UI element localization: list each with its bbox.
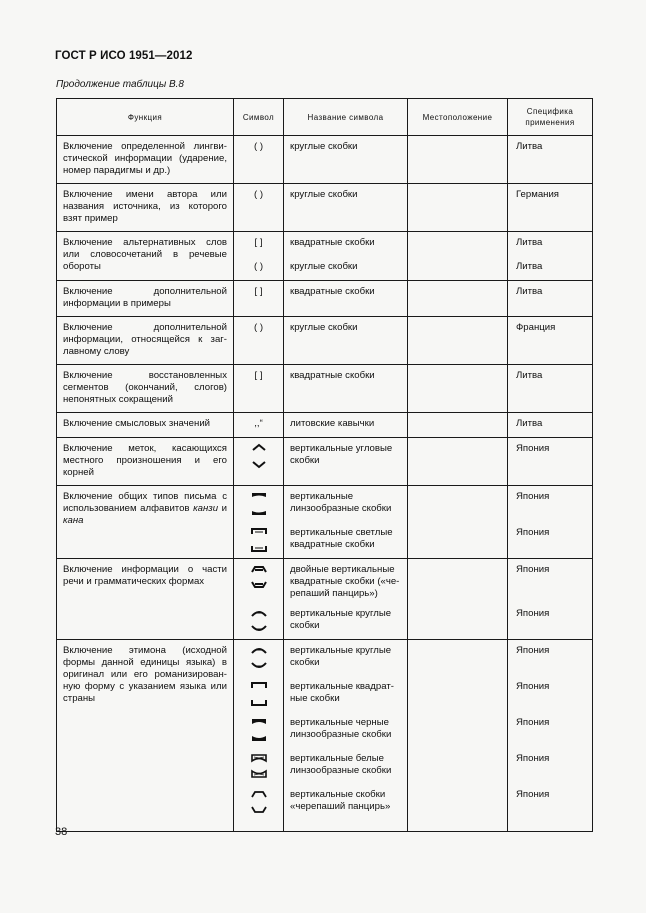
specifics-cell: Франция <box>516 322 556 333</box>
specifics-cell: Литва <box>516 237 543 248</box>
location-cell <box>408 365 508 413</box>
symbol-name-cell: двойные вертикальные квадратные скобки («че-репаший панцирь») <box>290 564 400 599</box>
table-header-row <box>57 99 593 136</box>
symbol-name-cell: вертикальные круглые скобки <box>290 645 392 668</box>
table-row <box>57 559 593 640</box>
function-cell: Включение этимона (исходной формы данной единицы языка) в оригинал или его романизирован-ную форму с указанием языка или страны <box>63 645 227 704</box>
specifics-cell: Япония <box>516 753 550 764</box>
specifics-cell: Литва <box>516 141 543 152</box>
specifics-cell: Япония <box>516 608 550 619</box>
specifics-cell: Япония <box>516 443 550 454</box>
location-cell <box>408 413 508 438</box>
table-row <box>57 281 593 317</box>
table-caption: Продолжение таблицы В.8 <box>56 79 184 90</box>
location-cell <box>408 559 508 640</box>
function-italic-term: кана <box>63 515 84 526</box>
table-row <box>57 136 593 184</box>
function-cell: Включение меток, касающихся местного произношения и его корней <box>63 443 227 478</box>
specifics-cell: Япония <box>516 681 550 692</box>
vertical-black-lenticular-icon <box>250 717 268 743</box>
symbol-cell: [ ] <box>254 286 263 297</box>
specifics-cell: Япония <box>516 717 550 728</box>
function-cell: Включение дополнительной информации в примеры <box>63 286 227 309</box>
symbol-name-cell: квадратные скобки <box>290 370 375 381</box>
specifics-cell: Литва <box>516 418 543 429</box>
specifics-cell: Литва <box>516 261 543 272</box>
specifics-cell: Литва <box>516 286 543 297</box>
symbol-name-cell: вертикальные белые линзообразные скобки <box>290 753 392 776</box>
function-cell: Включение имени автора или названия источника, из которого взят пример <box>63 189 227 224</box>
symbols-table <box>56 98 593 832</box>
function-cell: Включение определенной лингви-стической информации (ударение, номер парадигмы и др.) <box>63 141 227 176</box>
function-text-conjunction: и <box>218 503 227 514</box>
location-cell <box>408 317 508 365</box>
vertical-tortoise-icon <box>250 789 268 815</box>
vertical-round-icon <box>250 608 268 634</box>
table-row <box>57 365 593 413</box>
location-cell <box>408 232 508 281</box>
vertical-angle-brackets-icon <box>250 443 268 469</box>
specifics-cell: Япония <box>516 527 550 538</box>
page-number: 38 <box>55 826 68 838</box>
vertical-black-lenticular-icon <box>250 491 268 517</box>
function-cell: Включение дополнительной информации, относящейся к заг-лавному слову <box>63 322 227 357</box>
symbol-name-cell: вертикальные линзообразные скобки <box>290 491 392 514</box>
vertical-white-lenticular-icon <box>250 753 268 779</box>
column-header-symbol-name: Название символа <box>284 99 408 136</box>
location-cell <box>408 184 508 232</box>
specifics-cell: Япония <box>516 789 550 800</box>
column-header-location: Местоположение <box>408 99 508 136</box>
symbol-cell: ( ) <box>253 322 264 333</box>
symbol-name-cell: круглые скобки <box>290 322 358 333</box>
specifics-cell: Япония <box>516 645 550 656</box>
symbol-cell: ( ) <box>253 141 264 152</box>
symbol-name-cell: вертикальные угловые скобки <box>290 443 393 466</box>
function-cell <box>57 486 233 531</box>
table-row <box>57 317 593 365</box>
symbol-name-cell: вертикальные светлые квадратные скобки <box>290 527 393 550</box>
location-cell <box>408 438 508 486</box>
symbol-name-cell: квадратные скобки <box>290 286 375 297</box>
symbol-name-cell: вертикальные скобки «черепаший панцирь» <box>290 789 391 812</box>
function-cell: Включение альтернативных слов или словосочетаний в речевые обороты <box>63 237 227 272</box>
function-italic-term: канзи <box>193 503 219 514</box>
location-cell <box>408 136 508 184</box>
double-vertical-tortoise-icon <box>250 564 268 590</box>
function-cell: Включение смысловых значений <box>63 418 211 429</box>
symbol-name-cell: литовские кавычки <box>290 418 375 429</box>
vertical-square-icon <box>250 681 268 707</box>
table-row <box>57 232 593 281</box>
table-row <box>57 438 593 486</box>
specifics-cell: Япония <box>516 491 550 502</box>
column-header-specifics: Специфика применения <box>508 99 593 136</box>
function-text: Включение общих типов письма с использованием алфавитов <box>63 491 227 514</box>
vertical-round-icon <box>250 645 268 671</box>
specifics-cell: Литва <box>516 370 543 381</box>
table-row <box>57 486 593 559</box>
vertical-white-square-icon <box>250 527 268 553</box>
specifics-cell: Германия <box>516 189 560 200</box>
table-row <box>57 413 593 438</box>
column-header-symbol: Символ <box>234 99 284 136</box>
table-row <box>57 184 593 232</box>
symbol-cell: ( ) <box>253 189 264 200</box>
function-cell: Включение информации о части речи и грамматических формах <box>63 564 227 587</box>
location-cell <box>408 486 508 559</box>
document-header: ГОСТ Р ИСО 1951—2012 <box>55 50 193 62</box>
function-cell: Включение восстановленных сегментов (окончаний, слогов) непонятных сокращений <box>63 370 227 405</box>
location-cell <box>408 281 508 317</box>
symbol-name-cell: вертикальные черные линзообразные скобки <box>290 717 392 740</box>
symbol-cell: ( ) <box>253 261 264 272</box>
symbol-cell: [ ] <box>254 370 263 381</box>
symbol-cell: ,,“ <box>254 418 263 429</box>
symbol-name-cell: круглые скобки <box>290 141 358 152</box>
symbol-name-cell: квадратные скобки <box>290 237 375 248</box>
symbol-name-cell: круглые скобки <box>290 189 358 200</box>
symbol-name-cell: круглые скобки <box>290 261 358 272</box>
table-row <box>57 640 593 832</box>
symbol-cell: [ ] <box>254 237 263 248</box>
column-header-function: Функция <box>57 99 234 136</box>
symbol-name-cell: вертикальные квадрат-ные скобки <box>290 681 394 704</box>
symbol-name-cell: вертикальные круглые скобки <box>290 608 392 631</box>
specifics-cell: Япония <box>516 564 550 575</box>
location-cell <box>408 640 508 832</box>
